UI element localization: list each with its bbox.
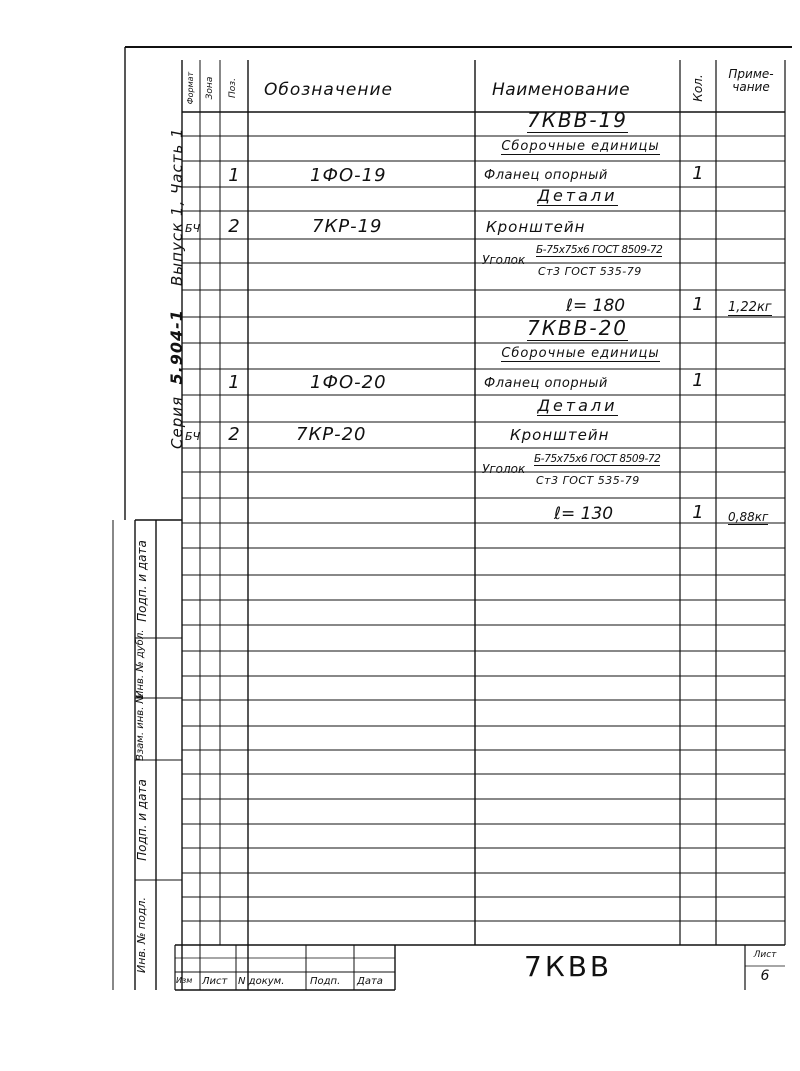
row-20-details-heading: Детали	[537, 396, 618, 415]
row-20-designation1: 1ФО-20	[310, 372, 387, 393]
side-field-sign-date-1: Подп. и дата	[135, 540, 149, 622]
header-note-line2: чание	[732, 80, 770, 94]
side-field-sign-date-2: Подп. и дата	[135, 779, 149, 861]
row-19-designation1: 1ФО-19	[310, 165, 387, 186]
row-20-qty1: 1	[692, 370, 704, 391]
header-designation: Обозначение	[264, 80, 393, 100]
side-field-replace-inv: Взам. инв. №	[135, 693, 146, 761]
row-20-length-qty: 1	[692, 502, 704, 523]
row-19-qty1: 1	[692, 163, 704, 184]
header-qty: Кол.	[691, 74, 705, 102]
side-issue: Выпуск 1, Часть 1	[168, 127, 186, 286]
row-20-material-bottom: Ст3 ГОСТ 535-79	[536, 474, 640, 487]
stamp-sign-label: Подп.	[310, 976, 341, 987]
row-assembly-20-section: Сборочные единицы	[501, 346, 660, 361]
stamp-izm-label: Изм	[176, 976, 193, 985]
row-20-pos1: 1	[228, 372, 240, 393]
row-assembly-19-title: 7КВВ-19	[526, 108, 629, 132]
header-format: Формат	[186, 71, 195, 105]
row-19-length-qty: 1	[692, 294, 704, 315]
stamp-doc-label: N докум.	[238, 976, 285, 987]
row-20-format2: БЧ	[185, 430, 201, 443]
row-20-designation2: 7КР-20	[296, 424, 367, 445]
row-19-material-top: Б-75х75х6 ГОСТ 8509-72	[536, 244, 663, 256]
row-20-mass: 0,88кг	[728, 510, 769, 524]
row-19-mass: 1,22кг	[728, 300, 772, 315]
side-field-orig-inv: Инв. № подл.	[135, 897, 148, 973]
row-19-pos2: 2	[228, 216, 240, 237]
row-assembly-19-section: Сборочные единицы	[501, 139, 660, 154]
row-20-name1: Фланец опорный	[484, 376, 608, 391]
row-19-name2: Кронштейн	[486, 218, 586, 236]
stamp-sheet-label: Лист	[753, 950, 777, 960]
row-19-length: ℓ= 180	[566, 296, 626, 316]
header-pos: Поз.	[228, 78, 238, 98]
row-19-details-heading: Детали	[537, 186, 618, 205]
side-series-text	[167, 127, 189, 449]
row-19-material-prefix: Уголок	[482, 253, 526, 267]
row-20-pos2: 2	[228, 424, 240, 445]
row-20-name2: Кронштейн	[510, 426, 610, 444]
row-20-length: ℓ= 130	[554, 504, 614, 524]
row-19-name1: Фланец опорный	[484, 168, 608, 183]
header-note	[716, 68, 786, 94]
side-series-number: 5.904-1	[167, 309, 186, 385]
stamp-list-label: Лист	[202, 976, 228, 987]
row-19-format2: БЧ	[185, 222, 201, 235]
row-20-material-prefix: Уголок	[482, 462, 526, 476]
header-note-line1: Приме-	[728, 67, 774, 81]
row-19-pos1: 1	[228, 165, 240, 186]
stamp-document-code: 7КВВ	[524, 950, 613, 983]
side-series-label: Серия	[168, 396, 186, 449]
header-zone: Зона	[205, 76, 215, 100]
row-assembly-20-title: 7КВВ-20	[526, 316, 629, 340]
row-19-material-bottom: Ст3 ГОСТ 535-79	[538, 265, 642, 278]
row-19-designation2: 7КР-19	[312, 216, 383, 237]
stamp-sheet-number: 6	[760, 968, 770, 984]
row-20-material-top: Б-75х75х6 ГОСТ 8509-72	[534, 453, 661, 465]
header-name: Наименование	[492, 80, 631, 100]
stamp-date-label: Дата	[357, 976, 383, 987]
side-field-dup-inv: Инв. № дубл.	[135, 629, 146, 698]
